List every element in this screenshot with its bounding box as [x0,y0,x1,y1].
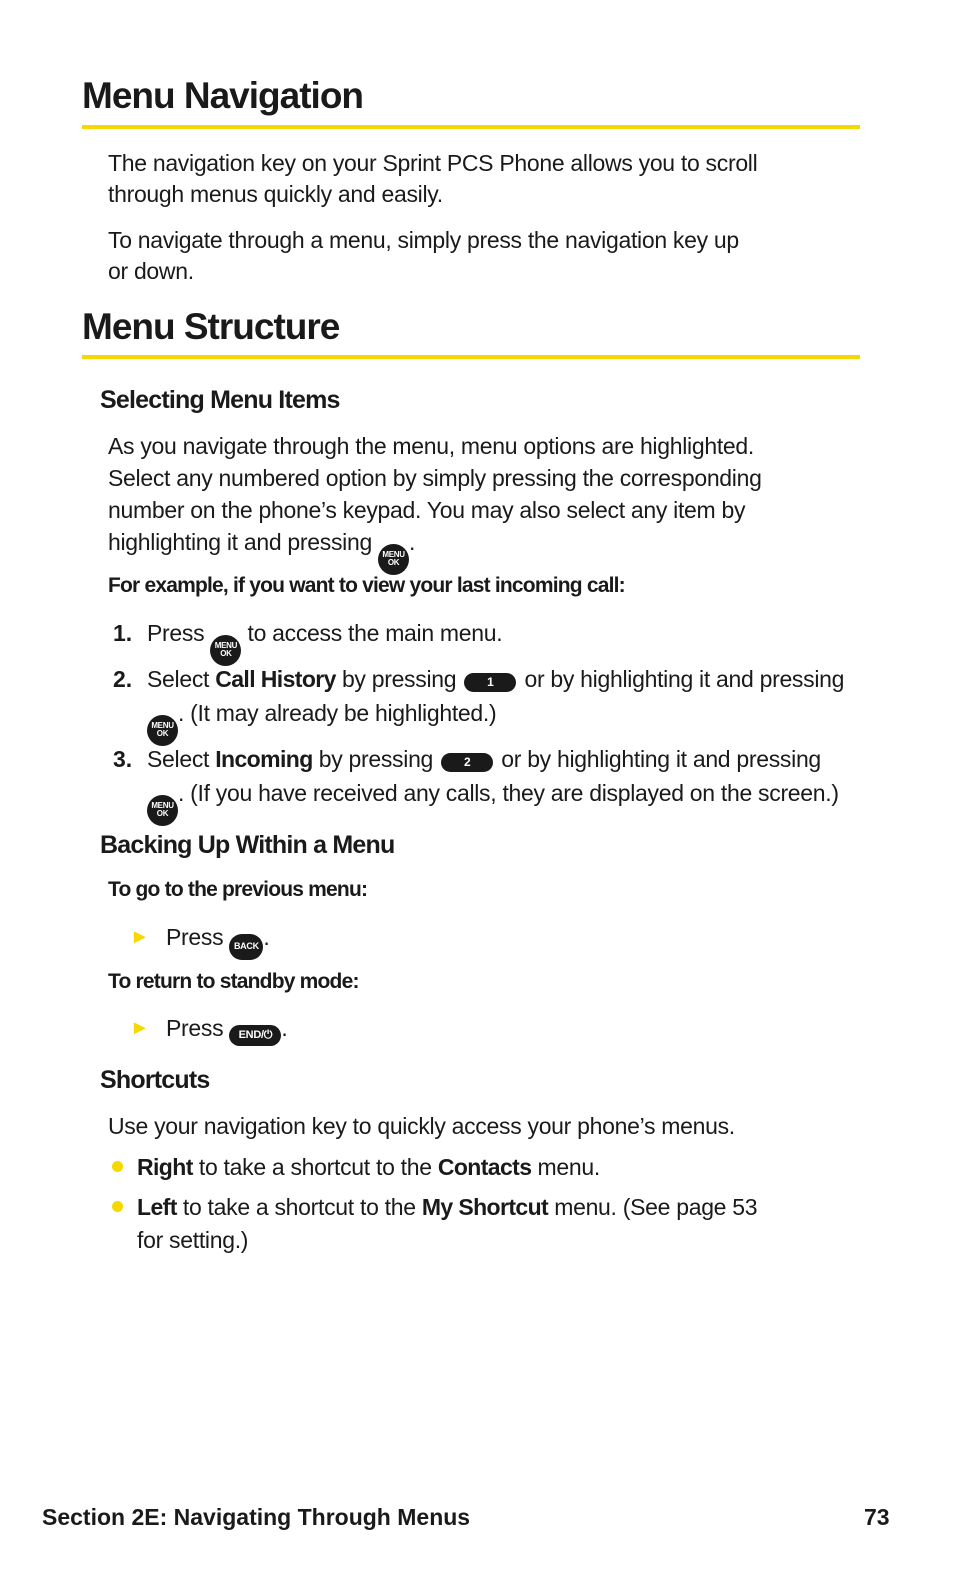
menu-ok-key-icon: MENU OK [147,715,178,746]
bullet-dot-icon [112,1161,123,1172]
page-title: Menu Navigation [82,75,364,116]
step-number: 2. [113,666,133,692]
paragraph-line: number on the phone’s keypad. You may also select any item by [108,497,746,523]
paragraph-line: Use your navigation key to quickly access your phone’s menus. [108,1113,735,1139]
key-1-icon: 1 [464,673,516,692]
footer-section: Section 2E: Navigating Through Menus [42,1504,471,1530]
arrow-bullet-icon: ► [130,1017,150,1039]
page-number: 73 [864,1504,890,1530]
paragraph-line: Select any numbered option by simply pressing the corresponding [108,465,762,491]
step-text-continued: MENU OK . (It may already be highlighted.) [147,697,867,746]
arrow-bullet-icon: ► [130,926,150,948]
paragraph-line: or down. [108,258,194,284]
menu-ok-key-icon: MENU OK [147,795,178,826]
section-rule [82,355,860,359]
paragraph-line: As you navigate through the menu, menu options are highlighted. [108,433,754,459]
menu-ok-key-icon: MENU OK [378,544,409,575]
bullet-text: Right to take a shortcut to the Contacts menu. [137,1154,600,1180]
subsection-heading: Shortcuts [100,1066,210,1094]
subsection-heading: Backing Up Within a Menu [100,831,395,859]
step-text: Select Incoming by pressing 2 or by highlighting it and pressing [147,746,821,772]
bullet-text: Left to take a shortcut to the My Shortcut menu. (See page 53 [137,1194,758,1220]
step-text: Select Call History by pressing 1 or by highlighting it and pressing [147,666,845,692]
paragraph-line: through menus quickly and easily. [108,181,443,207]
instruction-text: Press BACK . [166,921,886,960]
menu-ok-key-icon: MENU OK [210,635,241,666]
section-title: Menu Structure [82,306,340,347]
step-text-continued: MENU OK . (If you have received any calls, they are displayed on the screen.) [147,777,867,826]
key-2-icon: 2 [441,753,493,772]
bullet-text-continued: for setting.) [137,1227,249,1253]
back-key-icon: BACK [229,934,263,960]
instruction-lead: To go to the previous menu: [108,878,368,901]
paragraph-line: To navigate through a menu, simply press the navigation key up [108,227,739,253]
bullet-dot-icon [112,1201,123,1212]
paragraph-line: The navigation key on your Sprint PCS Phone allows you to scroll [108,150,758,176]
step-text: Press MENU OK to access the main menu. [147,617,867,666]
paragraph-line: highlighting it and pressing MENU OK . [108,526,828,575]
instruction-text: Press END/⏻ . [166,1012,886,1046]
example-lead: For example, if you want to view your last incoming call: [108,574,625,597]
instruction-lead: To return to standby mode: [108,970,359,993]
step-number: 1. [113,620,133,646]
subsection-heading: Selecting Menu Items [100,386,340,414]
title-rule [82,125,860,129]
end-power-key-icon: END/⏻ [229,1025,281,1046]
step-number: 3. [113,746,133,772]
